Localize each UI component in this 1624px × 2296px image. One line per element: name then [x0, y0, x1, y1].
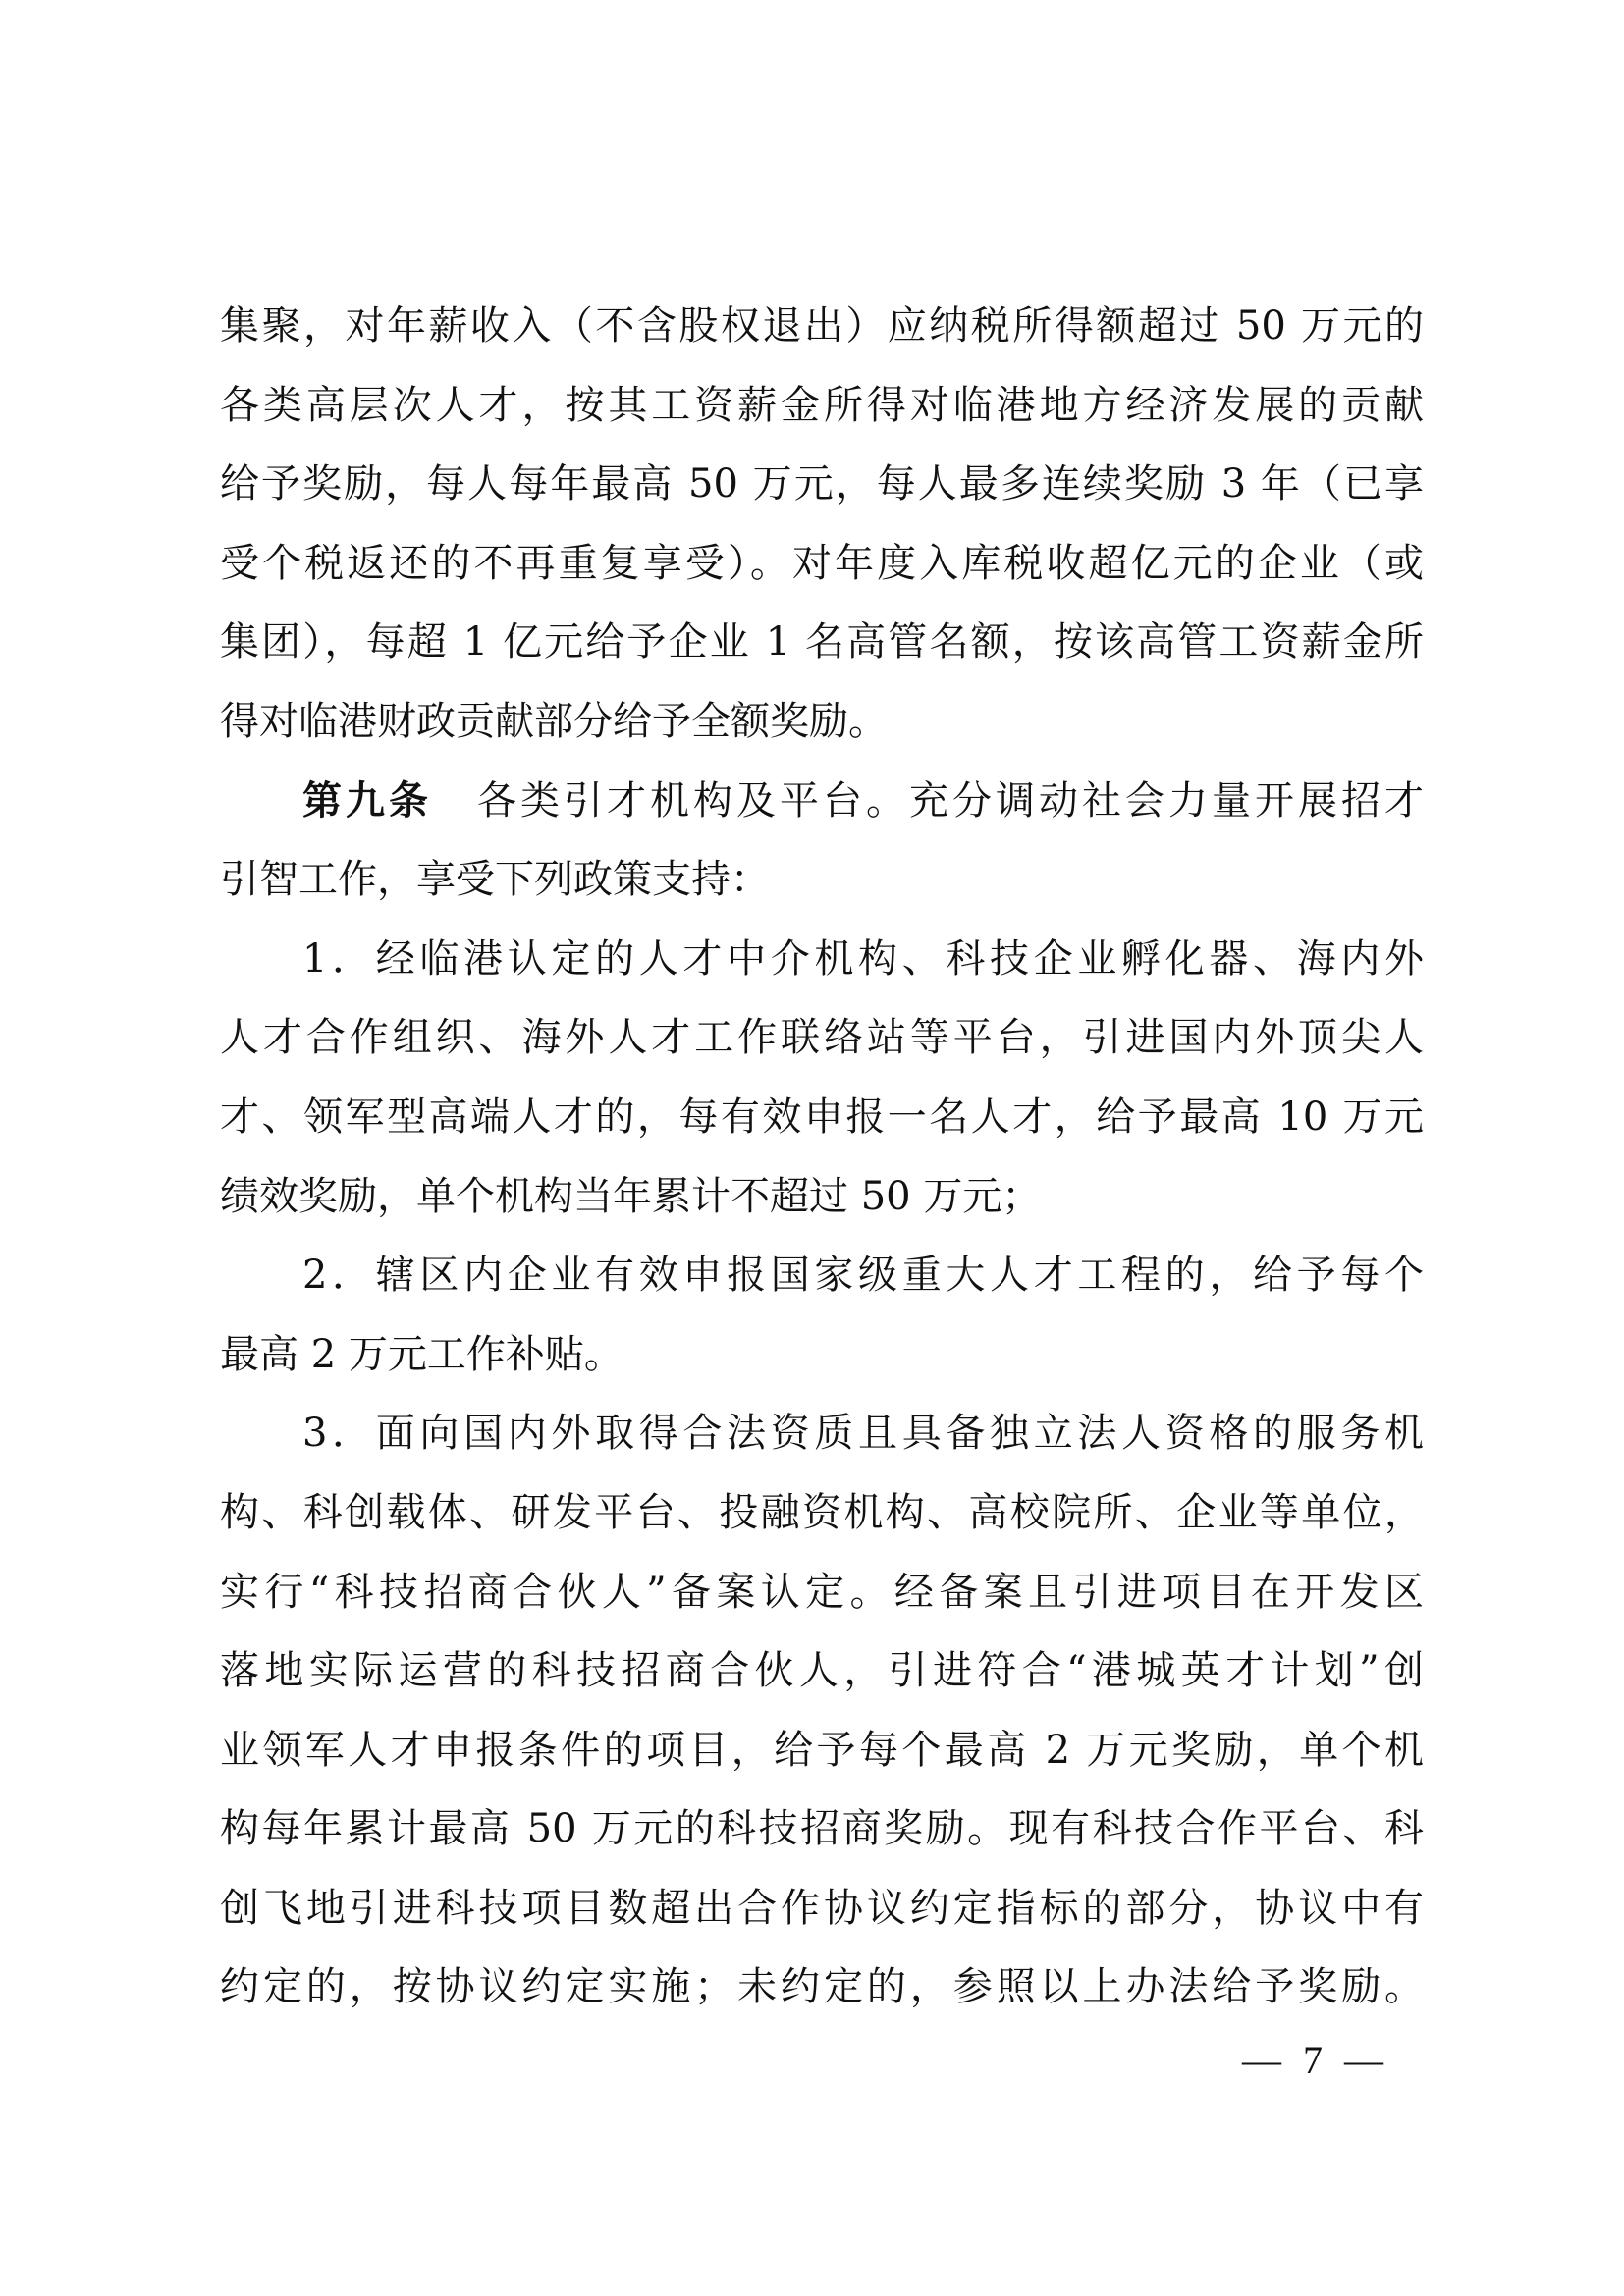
article-heading: 第九条 — [302, 776, 432, 824]
text-line: 得对临港财政贡献部分给予全额奖励。 — [220, 698, 888, 744]
paragraph-item-3 — [220, 1394, 1424, 2027]
page-number: — 7 — — [1242, 2038, 1389, 2082]
text-line: 构、科创载体、研发平台、投融资机构、高校院所、企业等单位， — [220, 1489, 1424, 1535]
text-line: 构每年累计最高 50 万元的科技招商奖励。现有科技合作平台、科 — [220, 1806, 1424, 1852]
text-line: 最高 2 万元工作补贴。 — [220, 1331, 623, 1377]
text-line: 引智工作，享受下列政策支持： — [220, 857, 770, 903]
text-line: 给予奖励，每人每年最高 50 万元，每人最多连续奖励 3 年（已享 — [220, 461, 1424, 507]
text-line: 创飞地引进科技项目数超出合作协议约定指标的部分，协议中有 — [220, 1885, 1424, 1931]
text-line: 2．辖区内企业有效申报国家级重大人才工程的，给予每个 — [302, 1253, 1424, 1299]
paragraph-article-9 — [220, 762, 1424, 920]
document-body — [220, 287, 1424, 2027]
text-line: 集团），每超 1 亿元给予企业 1 名高管名额，按该高管工资薪金所 — [220, 619, 1424, 666]
text-line: 落地实际运营的科技招商合伙人，引进符合“港城英才计划”创 — [220, 1648, 1424, 1694]
text-line: 受个税返还的不再重复享受）。对年度入库税收超亿元的企业（或 — [220, 540, 1424, 586]
text-line: 1．经临港认定的人才中介机构、科技企业孵化器、海内外 — [302, 935, 1424, 982]
text-line: 集聚，对年薪收入（不含股权退出）应纳税所得额超过 50 万元的 — [220, 303, 1424, 348]
text-line: 各类高层次人才，按其工资薪金所得对临港地方经济发展的贡献 — [220, 382, 1424, 428]
text-line: 实行“科技招商合伙人”备案认定。经备案且引进项目在开发区 — [220, 1569, 1424, 1615]
text-line: 才、领军型高端人才的，每有效申报一名人才，给予最高 10 万元 — [220, 1094, 1424, 1140]
text-line: 约定的，按协议约定实施；未约定的，参照以上办法给予奖励。 — [220, 1964, 1424, 2010]
paragraph-talent-reward-continued — [220, 287, 1424, 762]
article-title-text: 各类引才机构及平台。充分调动社会力量开展招才 — [473, 777, 1424, 824]
text-line: 业领军人才申报条件的项目，给予每个最高 2 万元奖励，单个机 — [220, 1727, 1424, 1773]
text-line — [220, 762, 1424, 841]
paragraph-item-1 — [220, 920, 1424, 1236]
text-line: 人才合作组织、海外人才工作联络站等平台，引进国内外顶尖人 — [220, 1015, 1424, 1061]
text-line: 3．面向国内外取得合法资质且具备独立法人资格的服务机 — [302, 1411, 1424, 1457]
paragraph-item-2 — [220, 1236, 1424, 1394]
text-line: 绩效奖励，单个机构当年累计不超过 50 万元； — [220, 1173, 1042, 1219]
